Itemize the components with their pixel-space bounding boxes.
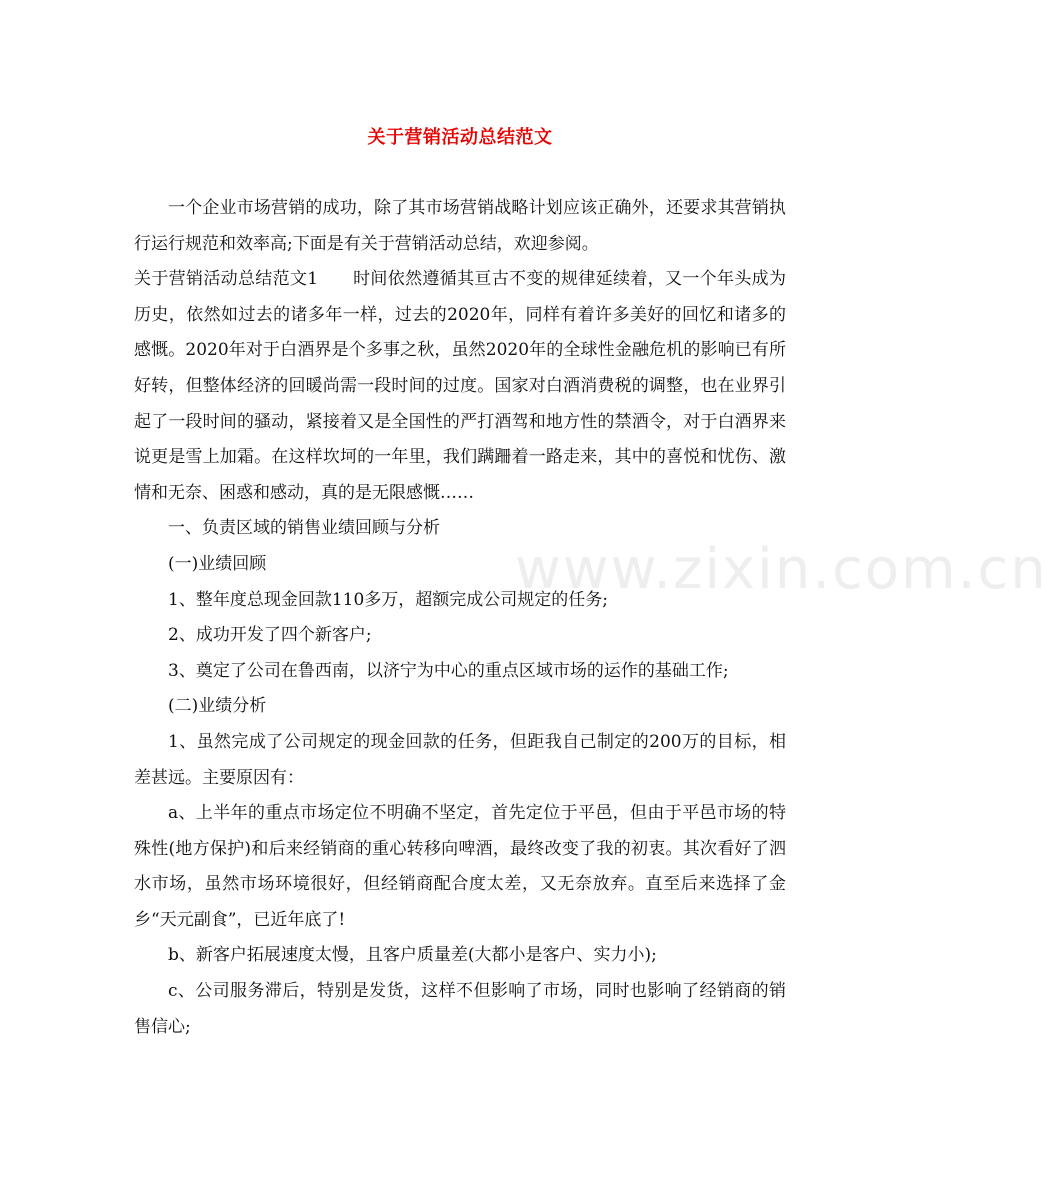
section-heading-review: 一、负责区域的销售业绩回顾与分析: [168, 518, 440, 539]
subheading-performance-analysis: (二)业绩分析: [168, 696, 267, 717]
list-item: 1、虽然完成了公司规定的现金回款的任务，但距我自己制定的200万的目标，相差甚远。主要原因有：: [134, 731, 786, 788]
watermark: www.zixin.com.cn: [515, 537, 1048, 602]
document-title: 关于营销活动总结范文: [367, 127, 553, 148]
paragraph-intro: 一个企业市场营销的成功，除了其市场营销战略计划应该正确外，还要求其营销执行运行规范和效率高;下面是有关于营销活动总结，欢迎参阅。: [134, 198, 786, 254]
list-item: 3、奠定了公司在鲁西南，以济宁为中心的重点区域市场的运作的基础工作;: [168, 660, 729, 681]
paragraph-essay-1: 关于营销活动总结范文1 时间依然遵循其亘古不变的规律延续着，又一个年头成为历史，依然如过去的诸多年一样，过去的2020年，同样有着许多美好的回忆和诸多的感慨。2020年对于白酒界是个多事之秋，虽然2020年的全球性金融危机的影响已有所好转，但整体经济的回暖尚需一段时间的过度。国家对白酒消费税的调整，也在业界引起了一段时间的骚动，紧接着又是全国性的严打酒驾和地方性的禁酒令，对于白酒界来说更是雪上加霜。在这样坎坷的一年里，我们蹒跚着一路走来，其中的喜悦和忧伤、激情和无奈、困惑和感动，真的是无限感慨……: [134, 269, 786, 503]
subheading-performance-review: (一)业绩回顾: [168, 553, 267, 574]
document-body: [134, 191, 786, 1045]
list-item: c、公司服务滞后，特别是发货，这样不但影响了市场，同时也影响了经销商的销售信心;: [134, 981, 786, 1037]
list-item: 2、成功开发了四个新客户;: [168, 625, 372, 646]
list-item: 1、整年度总现金回款110多万，超额完成公司规定的任务;: [168, 589, 608, 610]
list-item: b、新客户拓展速度太慢，且客户质量差(大都小是客户、实力小);: [168, 945, 657, 966]
list-item: a、上半年的重点市场定位不明确不坚定，首先定位于平邑，但由于平邑市场的特殊性(地方保护)和后来经销商的重心转移向啤酒，最终改变了我的初衷。其次看好了泗水市场，虽然市场环境很好，但经销商配合度太差，又无奈放弃。直至后来选择了金乡“天元副食”，已近年底了!: [134, 803, 786, 930]
